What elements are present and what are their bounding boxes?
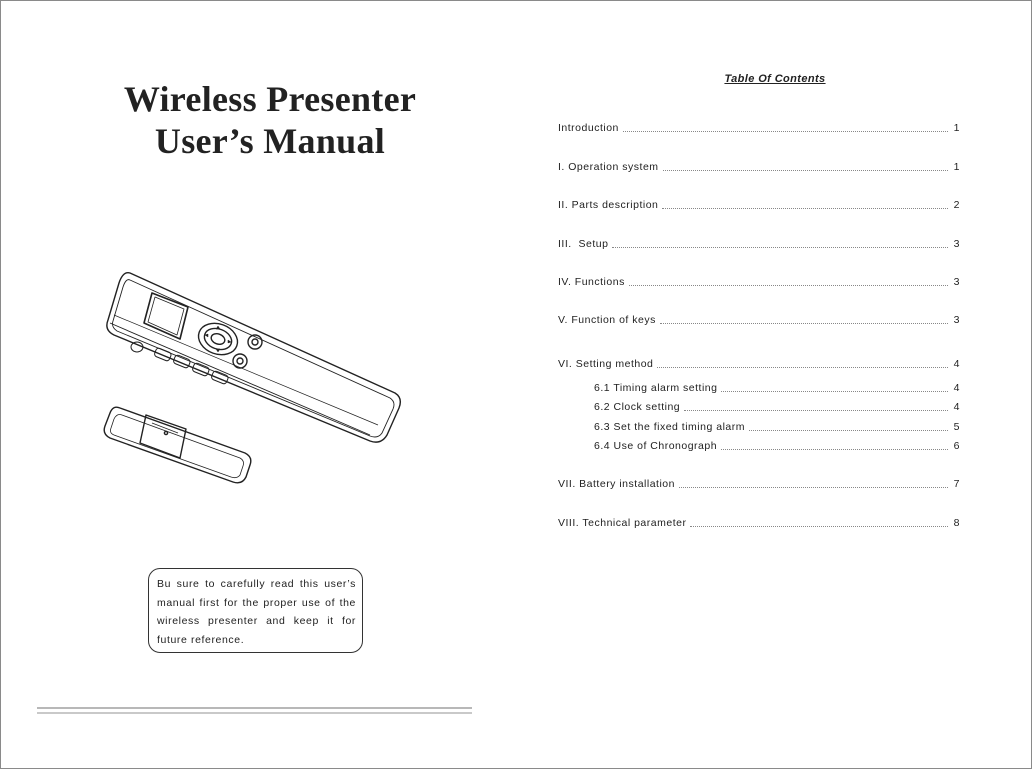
leader-dots — [662, 207, 948, 209]
toc-entry[interactable] — [558, 121, 960, 135]
toc-entry-label: I. Operation system — [558, 161, 659, 173]
lcd-screen — [144, 293, 188, 339]
toc-subentry[interactable] — [594, 400, 960, 414]
navigation-pad-icon — [194, 318, 242, 360]
manual-title — [70, 78, 470, 162]
toc-page-number: 4 — [953, 401, 960, 413]
toc-entry[interactable] — [558, 237, 960, 251]
toc-entry-label: VIII. Technical parameter — [558, 517, 687, 529]
toc-entry-label: VII. Battery installation — [558, 478, 675, 490]
usb-receiver — [104, 407, 251, 483]
leader-dots — [721, 390, 948, 392]
toc-entry[interactable] — [558, 198, 960, 212]
toc-page-number: 2 — [953, 199, 960, 211]
toc-subentry[interactable] — [594, 439, 960, 453]
leader-dots — [749, 429, 948, 431]
toc-entry[interactable] — [558, 160, 960, 174]
leader-dots — [629, 284, 948, 286]
toc-page-number: 3 — [953, 314, 960, 326]
title-line-2: User’s Manual — [154, 121, 386, 161]
toc-subentry[interactable] — [594, 420, 960, 434]
toc-entry-label: 6.1 Timing alarm setting — [594, 382, 718, 394]
leader-dots — [663, 169, 948, 171]
leader-dots — [657, 366, 948, 368]
toc-entry[interactable] — [558, 313, 960, 327]
toc-entry[interactable] — [558, 516, 960, 530]
usage-notice-box: Bu sure to carefully read this user’s manual first for the proper use of the wireless presenter and keep it for future reference. — [148, 568, 363, 653]
toc-subentry[interactable] — [594, 381, 960, 395]
leader-dots — [690, 525, 948, 527]
toc-page-number: 4 — [953, 358, 960, 370]
toc-entry-label: VI. Setting method — [558, 358, 654, 370]
toc-page-number: 1 — [953, 161, 960, 173]
presenter-illustration — [100, 265, 410, 510]
toc-entry[interactable] — [558, 275, 960, 289]
toc-entry-label: IV. Functions — [558, 276, 625, 288]
toc-page-number: 5 — [953, 421, 960, 433]
footer-rule-secondary — [37, 712, 472, 714]
toc-heading: Table Of Contents — [724, 73, 826, 85]
toc-entry-label: 6.4 Use of Chronograph — [594, 440, 718, 452]
toc-page-number: 4 — [953, 382, 960, 394]
toc-page-number: 6 — [953, 440, 960, 452]
toc-page-number: 3 — [953, 238, 960, 250]
toc-entry-label: V. Function of keys — [558, 314, 656, 326]
leader-dots — [612, 246, 948, 248]
footer-rule — [37, 707, 472, 709]
toc-entry-label: 6.3 Set the fixed timing alarm — [594, 421, 745, 433]
toc-page-number: 1 — [953, 122, 960, 134]
leader-dots — [623, 130, 948, 132]
table-of-contents — [558, 0, 963, 769]
toc-entry-label: Introduction — [558, 122, 619, 134]
toc-page-number: 3 — [953, 276, 960, 288]
toc-entry-label: III. Setup — [558, 238, 609, 250]
toc-entry[interactable] — [558, 477, 960, 491]
toc-entry[interactable] — [558, 357, 960, 371]
toc-page-number: 8 — [953, 517, 960, 529]
leader-dots — [660, 322, 948, 324]
toc-entry-label: 6.2 Clock setting — [594, 401, 681, 413]
leader-dots — [721, 448, 948, 450]
title-line-1: Wireless Presenter — [123, 79, 417, 119]
toc-page-number: 7 — [953, 478, 960, 490]
leader-dots — [679, 486, 948, 488]
toc-entry-label: II. Parts description — [558, 199, 659, 211]
leader-dots — [684, 409, 948, 411]
